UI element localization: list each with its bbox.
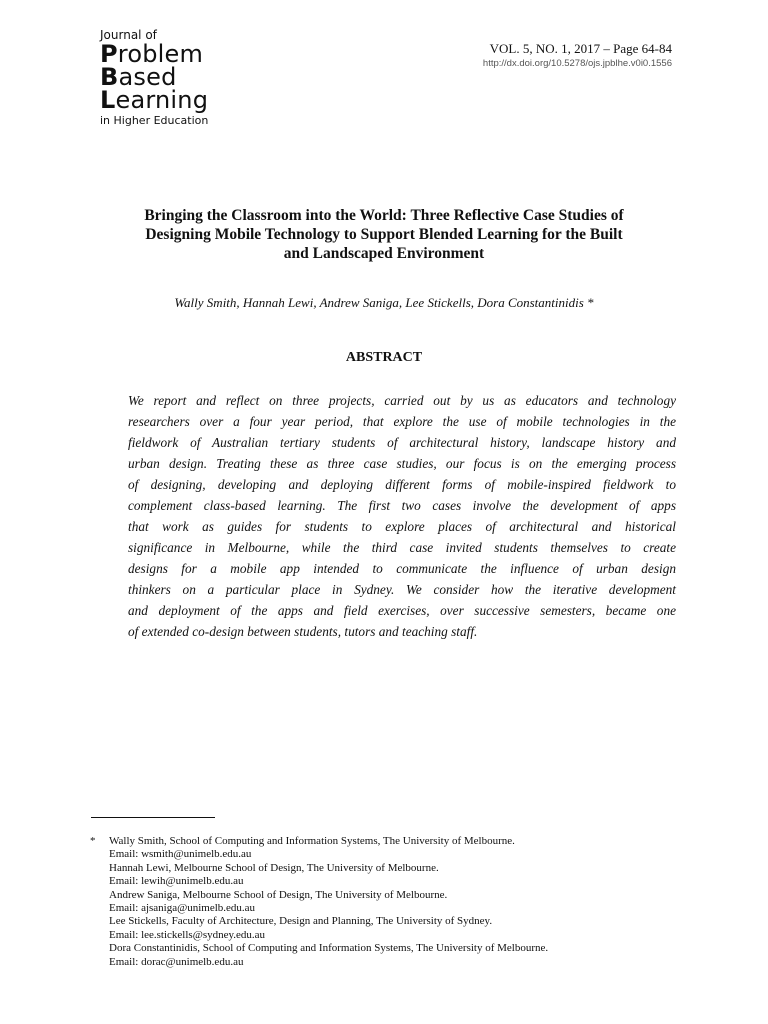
- journal-logo: [100, 28, 208, 127]
- journal-header: [483, 41, 672, 70]
- footnote-line: Hannah Lewi, Melbourne School of Design, The University of Melbourne.: [109, 861, 439, 874]
- volume-info: VOL. 5, NO. 1, 2017 – Page 64-84: [489, 41, 672, 56]
- abstract-line: We report and reflect on three projects, carried out by us as educators and technology: [128, 393, 676, 408]
- title-line: Bringing the Classroom into the World: Three Reflective Case Studies of: [144, 207, 624, 224]
- abstract-line: urban design. Treating these as three case studies, our focus is on the emerging process: [128, 456, 676, 471]
- footnote-email[interactable]: Email: dorac@unimelb.edu.au: [109, 955, 244, 968]
- footnote-line: Wally Smith, School of Computing and Information Systems, The University of Melbourne.: [109, 835, 515, 847]
- author-list: Wally Smith, Hannah Lewi, Andrew Saniga, Lee Stickells, Dora Constantinidis *: [174, 295, 594, 310]
- abstract-line: of designing, developing and deploying different forms of mobile-inspired fieldwork to: [128, 477, 676, 492]
- abstract-line: significance in Melbourne, while the third case invited students themselves to create: [128, 540, 676, 555]
- footnote-line: Dora Constantinidis, School of Computing and Information Systems, The University of Melbourne.: [109, 942, 549, 955]
- abstract-line: fieldwork of Australian tertiary students of architectural history, landscape history and: [128, 435, 676, 450]
- abstract-line: thinkers on a particular place in Sydney. We consider how the iterative development: [128, 582, 676, 597]
- footnote-line: Lee Stickells, Faculty of Architecture, Design and Planning, The University of Sydney.: [109, 915, 493, 928]
- paper-title: [100, 206, 668, 263]
- footnote-email[interactable]: Email: wsmith@unimelb.edu.au: [109, 848, 252, 861]
- footnote-line: Andrew Saniga, Melbourne School of Design, The University of Melbourne.: [109, 888, 448, 901]
- abstract-line: that work as guides for students to explore places of architectural and historical: [128, 519, 676, 534]
- abstract-line: researchers over a four year period, that explore the use of mobile technologies in the: [128, 414, 676, 429]
- footnote-email[interactable]: Email: ajsaniga@unimelb.edu.au: [109, 902, 256, 915]
- logo-line-learning: Learning: [100, 86, 209, 114]
- footnote-marker: *: [90, 835, 96, 847]
- abstract-body: [128, 390, 676, 642]
- abstract-line: and deployment of the apps and field exercises, over successive semesters, became one: [128, 603, 676, 618]
- footnote-email[interactable]: Email: lee.stickells@sydney.edu.au: [109, 928, 266, 941]
- logo-prefix: Journal of: [100, 28, 157, 42]
- title-line: Designing Mobile Technology to Support Blended Learning for the Built: [145, 226, 623, 243]
- abstract-heading: ABSTRACT: [345, 350, 423, 365]
- footnote-email[interactable]: Email: lewih@unimelb.edu.au: [109, 875, 244, 888]
- doi-link[interactable]: http://dx.doi.org/10.5278/ojs.jpblhe.v0i0.1556: [482, 58, 672, 69]
- abstract-line: designs for a mobile app intended to communicate the influence of urban design: [128, 561, 676, 576]
- author-footnote: [90, 835, 548, 969]
- logo-suffix: in Higher Education: [100, 114, 209, 127]
- logo-line-problem: Problem: [100, 40, 204, 68]
- footnote-rule: [91, 817, 215, 818]
- title-line: and Landscaped Environment: [283, 245, 485, 262]
- abstract-line: complement class-based learning. The first two cases involve the development of apps: [128, 498, 676, 513]
- logo-line-based: Based: [100, 63, 177, 91]
- abstract-line: of extended co-design between students, tutors and teaching staff.: [128, 624, 478, 639]
